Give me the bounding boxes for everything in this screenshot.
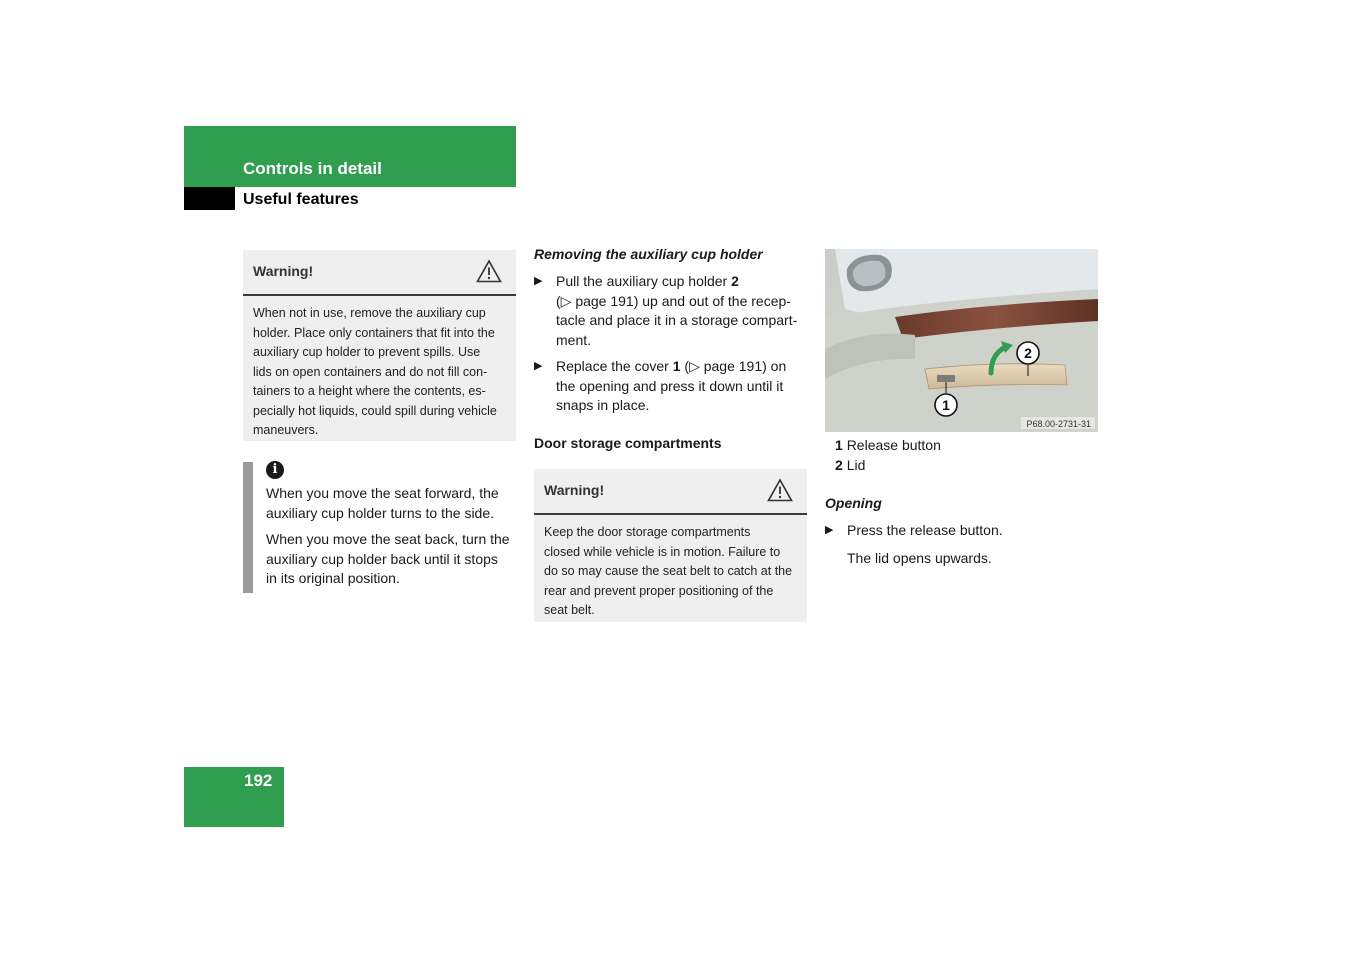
step-line: (▷ page 191) on <box>680 358 787 374</box>
warning-line: When not in use, remove the auxiliary cup <box>253 306 486 320</box>
bullet-arrow-icon: ▶ <box>534 360 543 372</box>
warning-title: Warning! <box>544 482 605 498</box>
step-text <box>556 272 814 350</box>
callout-ref: 1 <box>672 358 681 374</box>
legend-number: 1 <box>835 437 843 453</box>
figure-code: P68.00-2731-31 <box>1026 419 1091 429</box>
step-line: ment. <box>556 331 592 348</box>
warning-line: auxiliary cup holder to prevent spills. Use <box>253 345 481 359</box>
figure-callout-2: 2 <box>1024 345 1032 361</box>
removing-step-2 <box>534 357 814 416</box>
door-compartment-figure <box>825 249 1098 432</box>
warning-line: lids on open containers and do not fill con- <box>253 364 488 379</box>
step-line: (▷ page 191) up and out of the recep- <box>556 292 791 309</box>
info-line: in its original position. <box>266 570 400 586</box>
warning-header <box>534 469 807 515</box>
legend-number: 2 <box>835 457 843 473</box>
step-text <box>556 357 814 416</box>
warning-line: rear and prevent proper positioning of the <box>544 583 774 598</box>
warning-box-cupholder <box>243 250 516 441</box>
legend-label: Release button <box>846 437 941 453</box>
figure-legend-item <box>835 436 941 456</box>
info-line: When you move the seat forward, the <box>266 485 499 501</box>
figure-legend-item <box>835 456 865 476</box>
warning-line: seat belt. <box>544 603 595 617</box>
door-illustration <box>825 249 1098 432</box>
step-line: Replace the cover <box>556 358 673 374</box>
warning-line: do so may cause the seat belt to catch at the <box>544 564 793 578</box>
step-line: Pull the auxiliary cup holder <box>556 273 732 289</box>
step-line: snaps in place. <box>556 397 650 413</box>
warning-line: tainers to a height where the contents, es- <box>253 384 486 398</box>
legend-label: Lid <box>846 457 866 473</box>
section-title: Useful features <box>243 191 359 208</box>
step-line: the opening and press it down until it <box>556 377 784 394</box>
info-line: When you move the seat back, turn the <box>266 531 510 547</box>
info-icon: i <box>266 461 284 479</box>
bullet-arrow-icon: ▶ <box>825 524 834 536</box>
warning-triangle-icon <box>767 478 793 502</box>
chapter-title: Controls in detail <box>243 159 382 178</box>
info-box-bar <box>243 462 253 593</box>
warning-body <box>534 515 807 629</box>
warning-triangle-icon <box>476 259 502 283</box>
info-paragraph <box>266 484 516 523</box>
warning-line: pecially hot liquids, could spill during vehicle <box>253 403 497 418</box>
info-line: auxiliary cup holder turns to the side. <box>266 504 495 521</box>
step-text: Press the release button. <box>847 522 1003 538</box>
info-paragraph <box>266 530 516 589</box>
opening-step <box>825 521 1098 541</box>
info-line: auxiliary cup holder back until it stops <box>266 550 498 567</box>
warning-title: Warning! <box>253 263 314 279</box>
opening-heading: Opening <box>825 495 882 511</box>
removing-step-1 <box>534 272 814 350</box>
warning-box-door <box>534 469 807 622</box>
warning-line: Keep the door storage compartments <box>544 525 751 539</box>
warning-header <box>243 250 516 296</box>
warning-line: holder. Place only containers that fit into the <box>253 325 495 340</box>
info-box-text <box>266 484 516 596</box>
opening-result: The lid opens upwards. <box>847 550 992 566</box>
step-line: tacle and place it in a storage compart- <box>556 312 798 328</box>
section-marker <box>184 187 235 210</box>
warning-body <box>243 296 516 449</box>
warning-line: closed while vehicle is in motion. Failure to <box>544 544 781 559</box>
bullet-arrow-icon: ▶ <box>534 275 543 287</box>
figure-callout-1: 1 <box>942 397 950 413</box>
callout-ref: 2 <box>731 273 739 289</box>
door-storage-heading: Door storage compartments <box>534 435 722 451</box>
warning-line: maneuvers. <box>253 423 319 437</box>
removing-heading: Removing the auxiliary cup holder <box>534 246 763 262</box>
page-number: 192 <box>244 771 273 790</box>
